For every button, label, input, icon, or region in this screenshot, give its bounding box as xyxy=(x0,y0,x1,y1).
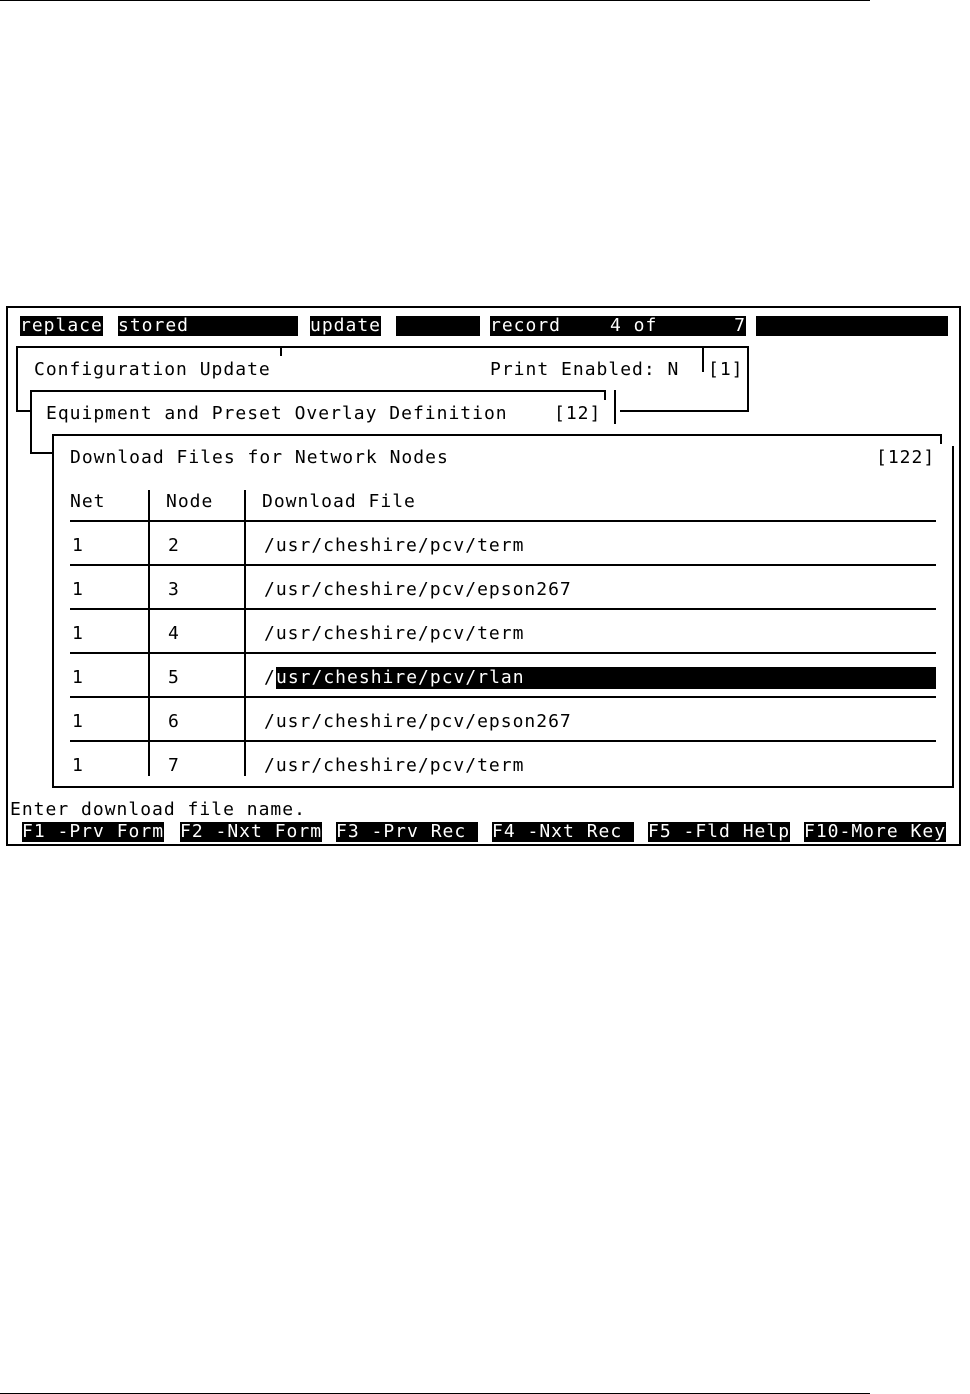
status-filler-1 xyxy=(396,316,480,336)
download-form-title: Download Files for Network Nodes xyxy=(70,447,449,468)
net-cell[interactable]: 1 xyxy=(72,535,84,556)
column-header-net: Net xyxy=(70,491,106,512)
action-indicator: update xyxy=(310,315,382,336)
status-message: Enter download file name. xyxy=(10,799,306,820)
top-rule xyxy=(0,0,870,1)
equipment-form-title: Equipment and Preset Overlay Definition xyxy=(46,403,508,424)
column-header-node: Node xyxy=(166,491,214,512)
node-cell[interactable]: 2 xyxy=(168,535,180,556)
node-cell[interactable]: 5 xyxy=(168,667,180,688)
f3-prev-record-key[interactable]: F3 -Prv Rec xyxy=(336,821,479,842)
download-file-cell[interactable]: /usr/cheshire/pcv/term xyxy=(264,623,525,644)
node-cell[interactable]: 4 xyxy=(168,623,180,644)
net-cell[interactable]: 1 xyxy=(72,755,84,776)
terminal-screen xyxy=(6,306,961,846)
download-file-prefix: / xyxy=(264,667,276,688)
record-total: 7 xyxy=(710,316,746,336)
config-form-title: Configuration Update xyxy=(34,359,271,380)
config-form-code: [1] xyxy=(708,359,744,380)
status-filler-2 xyxy=(756,316,948,336)
download-file-input[interactable]: usr/cheshire/pcv/rlan xyxy=(276,667,525,688)
download-file-cell[interactable]: /usr/cheshire/pcv/term xyxy=(264,755,525,776)
node-cell[interactable]: 6 xyxy=(168,711,180,732)
record-label: record xyxy=(490,316,610,336)
mode-indicator: replace xyxy=(20,315,103,336)
f5-field-help-key[interactable]: F5 -Fld Help xyxy=(648,821,791,842)
node-cell[interactable]: 3 xyxy=(168,579,180,600)
net-cell[interactable]: 1 xyxy=(72,623,84,644)
print-enabled-field[interactable]: Print Enabled: N xyxy=(490,359,680,380)
node-cell[interactable]: 7 xyxy=(168,755,180,776)
download-file-cell[interactable]: /usr/cheshire/pcv/term xyxy=(264,535,525,556)
f1-prev-form-key[interactable]: F1 -Prv Form xyxy=(22,821,165,842)
record-current: 4 of xyxy=(610,316,710,336)
net-cell[interactable]: 1 xyxy=(72,667,84,688)
download-file-cell[interactable]: /usr/cheshire/pcv/epson267 xyxy=(264,579,572,600)
f4-next-record-key[interactable]: F4 -Nxt Rec xyxy=(492,821,635,842)
download-form-code: [122] xyxy=(876,447,936,468)
net-cell[interactable]: 1 xyxy=(72,711,84,732)
f10-more-keys-key[interactable]: F10-More Key xyxy=(804,821,947,842)
column-header-download-file: Download File xyxy=(262,491,416,512)
download-file-cell[interactable]: /usr/cheshire/pcv/epson267 xyxy=(264,711,572,732)
f2-next-form-key[interactable]: F2 -Nxt Form xyxy=(180,821,323,842)
state-indicator: stored xyxy=(118,316,298,336)
equipment-form-code: [12] xyxy=(554,403,602,424)
net-cell[interactable]: 1 xyxy=(72,579,84,600)
